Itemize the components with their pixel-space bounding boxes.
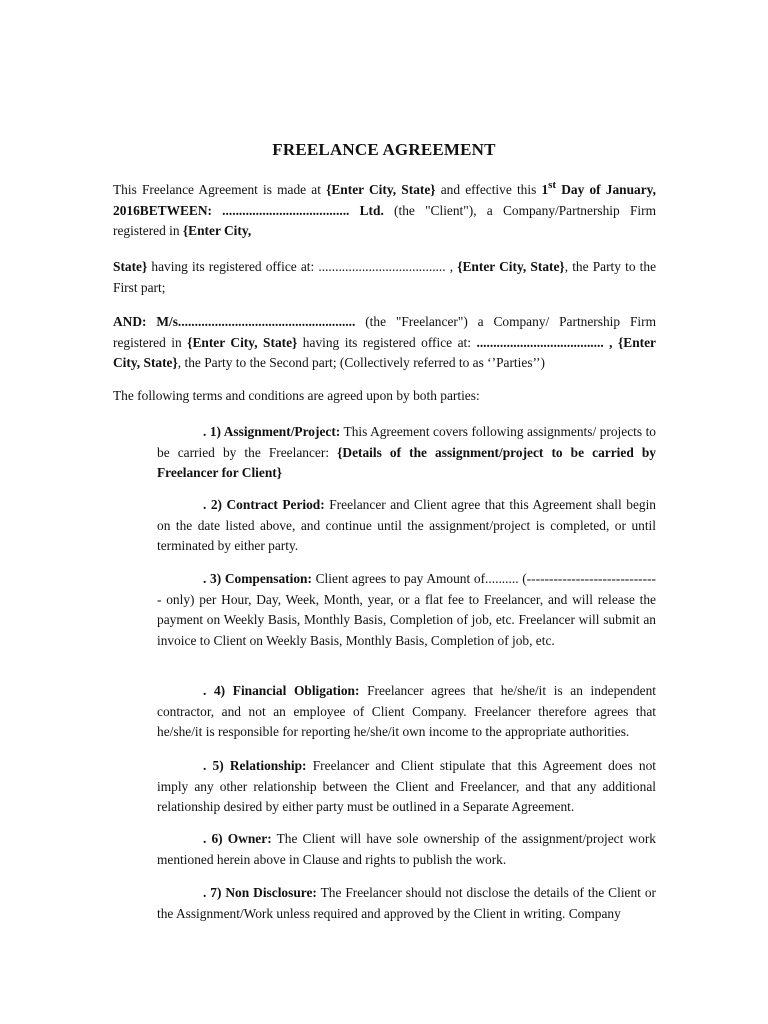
freelancer-text-3: , the Party to the Second part; (Collectively referred to as ‘’Parties’’)	[177, 355, 545, 370]
freelancer-city-placeholder: {Enter City, State}	[187, 334, 298, 350]
state-city-placeholder: {Enter City, State}	[457, 259, 565, 274]
clause-text: The Freelancer should not disclose the details of the Client or the Assignment/Work unless required and approved by the Client in writing. Company	[157, 885, 656, 921]
clause-text: This Agreement covers following assignments/ projects to be carried by the Freelancer:	[157, 424, 656, 460]
intro-day-number: 1	[541, 182, 549, 197]
clause-bold-tail: {Details of the assignment/project to be carried by Freelancer for Client}	[157, 444, 656, 480]
freelancer-name-placeholder: AND: M/s.....................................................	[113, 314, 356, 329]
clause-text: The Client will have sole ownership of the assignment/project work mentioned herein above in Clause and rights to publish the work.	[157, 831, 657, 867]
clause-heading: . 2) Contract Period:	[203, 497, 325, 512]
clause-2	[157, 495, 656, 557]
intro-text-2: and effective this	[435, 182, 542, 197]
terms-intro: The following terms and conditions are agreed upon by both parties:	[113, 388, 480, 403]
clause-1	[157, 422, 656, 484]
clause-7	[157, 883, 656, 924]
state-placeholder: State}	[113, 259, 148, 274]
intro-paragraph	[113, 180, 656, 242]
intro-date-between: Day of January, 2016BETWEEN: ...................................... Ltd.	[113, 182, 656, 218]
freelancer-office-placeholder: ...................................... , {Enter City, State}	[113, 334, 656, 370]
clause-heading: . 1) Assignment/Project:	[203, 424, 341, 439]
intro-text-3: (the "Client"), a Company/Partnership Firm registered in	[113, 202, 656, 238]
intro-text-1: This Freelance Agreement is made at	[113, 182, 327, 197]
clause-heading: . 6) Owner:	[203, 831, 272, 846]
clause-text: Freelancer and Client stipulate that this Agreement does not imply any other relationship between the Client and Freelancer, and that any additional relationship desired by either party must be outlined in a Separate Agreement.	[157, 758, 656, 814]
clause-heading: . 4) Financial Obligation:	[203, 683, 360, 698]
clause-3	[157, 569, 656, 651]
document-title: FREELANCE AGREEMENT	[272, 140, 496, 159]
clause-6	[157, 829, 656, 870]
freelancer-text-1: (the "Freelancer") a Company/ Partnership Firm registered in	[113, 314, 656, 350]
state-text-1: having its registered office at: ...................................... ,	[147, 259, 458, 274]
clause-4	[157, 681, 656, 743]
intro-city-placeholder: {Enter City, State}	[326, 182, 436, 197]
clause-5	[157, 756, 656, 818]
clause-heading: . 3) Compensation:	[203, 571, 312, 586]
freelancer-paragraph	[113, 312, 656, 374]
clause-heading: . 7) Non Disclosure:	[203, 885, 317, 900]
intro-city-placeholder-2: {Enter City,	[182, 223, 252, 238]
clause-heading: . 5) Relationship:	[203, 758, 307, 773]
clause-text: Freelancer and Client agree that this Agreement shall begin on the date listed above, and continue until the assignment/project is completed, or until terminated by either party.	[157, 497, 656, 553]
intro-day-suffix: st	[548, 179, 557, 191]
clause-text: Client agrees to pay Amount of.......... (------------------------------ only) per Hour, Day, Week, Month, year, or a flat fee to Freelancer, and will release the payment on Weekly Basis, Monthly Basis, Completion of job, etc. Freelancer will submit an invoice to Client on Weekly Basis, Monthly Basis, Completion of job, etc.	[157, 571, 657, 648]
state-paragraph	[113, 257, 656, 298]
clause-text: Freelancer agrees that he/she/it is an independent contractor, and not an employee of Client Company. Freelancer therefore agrees that he/she/it is responsible for reporting he/she/it own income to the appropriate authorities.	[157, 683, 656, 739]
state-text-2: , the Party to the First part;	[113, 259, 657, 295]
freelancer-text-2: having its registered office at:	[297, 334, 477, 350]
